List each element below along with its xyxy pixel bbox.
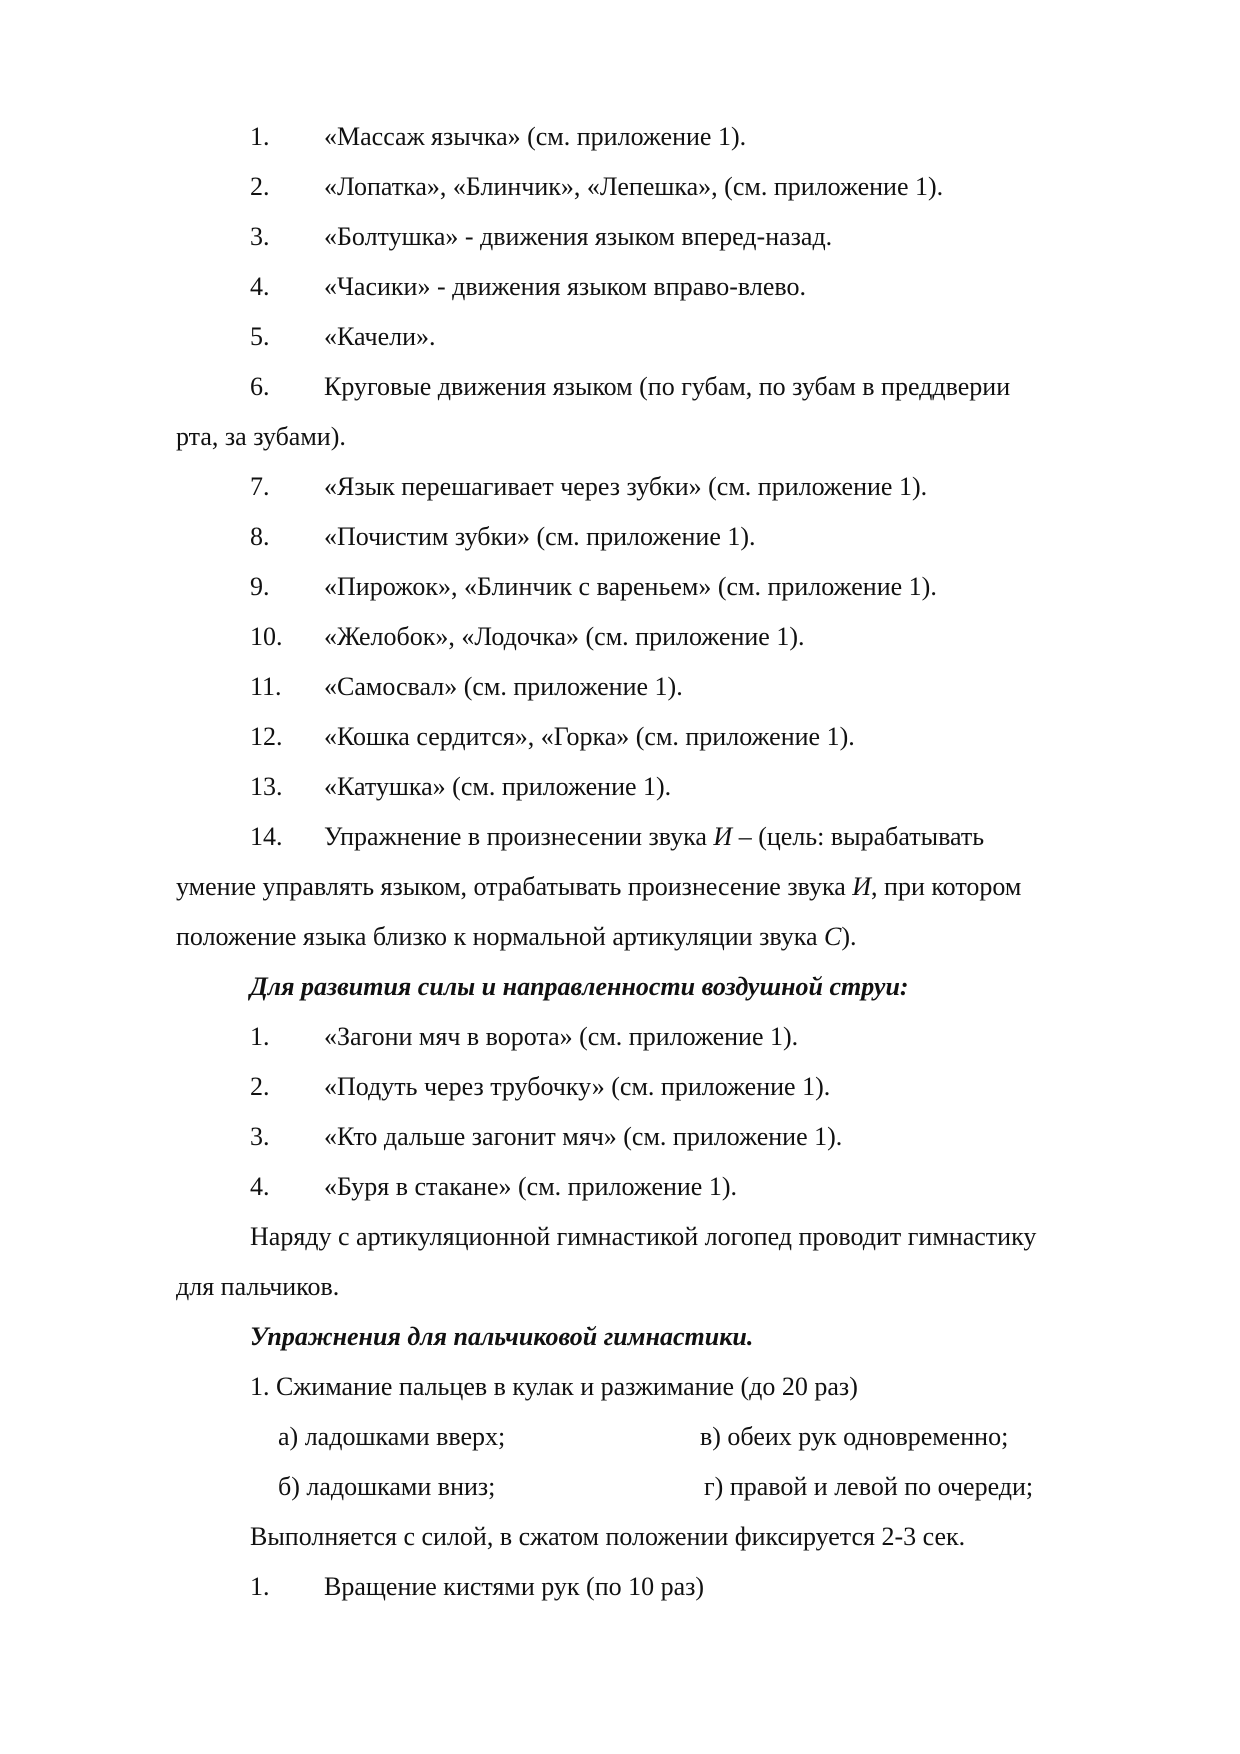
list-item-text: «Кошка сердится», «Горка» (см. приложение 1).	[324, 722, 855, 751]
list-item-text: «Массаж язычка» (см. приложение 1).	[324, 122, 747, 151]
list-item-text: «Часики» - движения языком вправо-влево.	[324, 272, 806, 301]
list-item-text: Вращение кистями рук (по 10 раз)	[324, 1572, 705, 1601]
list-number: 13.	[250, 772, 283, 801]
list-number: 5.	[250, 322, 270, 351]
list-item-text: Круговые движения языком (по губам, по зубам в преддверии	[324, 372, 1011, 401]
list-number: 1.	[250, 1022, 270, 1051]
list-number: 3.	[250, 222, 270, 251]
list-number: 1.	[250, 1572, 270, 1601]
list-item-text: «Пирожок», «Блинчик с вареньем» (см. приложение 1).	[324, 572, 937, 601]
section-heading-air: Для развития силы и направленности воздушной струи:	[250, 972, 909, 1001]
list-item-text: «Язык перешагивает через зубки» (см. приложение 1).	[324, 472, 928, 501]
paragraph-line: для пальчиков.	[176, 1272, 340, 1301]
list-number: 12.	[250, 722, 283, 751]
item14-line2: умение управлять языком, отрабатывать произнесение звука И, при котором	[176, 872, 1022, 901]
list-number: 7.	[250, 472, 270, 501]
exercise-option: в) обеих рук одновременно;	[700, 1422, 1009, 1451]
list-number: 1.	[250, 122, 270, 151]
exercise-option: г) правой и левой по очереди;	[704, 1472, 1034, 1501]
list-item-text: «Лопатка», «Блинчик», «Лепешка», (см. приложение 1).	[324, 172, 944, 201]
list-item-text: «Кто дальше загонит мяч» (см. приложение 1).	[324, 1122, 843, 1151]
list-number: 2.	[250, 172, 270, 201]
list-number: 9.	[250, 572, 270, 601]
section-heading-fingers: Упражнения для пальчиковой гимнастики.	[250, 1322, 754, 1351]
list-number: 3.	[250, 1122, 270, 1151]
list-number: 4.	[250, 1172, 270, 1201]
list-item-text: «Болтушка» - движения языком вперед-назад.	[324, 222, 833, 251]
list-number: 4.	[250, 272, 270, 301]
list-number: 8.	[250, 522, 270, 551]
item14-line3: положение языка близко к нормальной артикуляции звука С).	[176, 922, 857, 951]
list-number: 6.	[250, 372, 270, 401]
exercise-option: б) ладошками вниз;	[278, 1472, 496, 1501]
list-item-continuation: рта, за зубами).	[176, 422, 346, 451]
exercise-note: Выполняется с силой, в сжатом положении фиксируется 2-3 сек.	[250, 1522, 966, 1551]
list-number: 14.	[250, 822, 283, 851]
list-item-text: «Почистим зубки» (см. приложение 1).	[324, 522, 756, 551]
list-item-text: «Буря в стакане» (см. приложение 1).	[324, 1172, 738, 1201]
exercise-option: а) ладошками вверх;	[278, 1422, 506, 1451]
list-item-text: «Катушка» (см. приложение 1).	[324, 772, 672, 801]
list-item-text: «Загони мяч в ворота» (см. приложение 1).	[324, 1022, 799, 1051]
exercise-line: 1. Сжимание пальцев в кулак и разжимание (до 20 раз)	[250, 1372, 858, 1401]
list-number: 11.	[250, 672, 282, 701]
list-number: 10.	[250, 622, 283, 651]
list-item-text: «Качели».	[324, 322, 436, 351]
list-number: 2.	[250, 1072, 270, 1101]
paragraph-line: Наряду с артикуляционной гимнастикой логопед проводит гимнастику	[250, 1222, 1037, 1251]
list-item-text: «Желобок», «Лодочка» (см. приложение 1).	[324, 622, 805, 651]
list-item-text: «Подуть через трубочку» (см. приложение 1).	[324, 1072, 831, 1101]
list-item-text: «Самосвал» (см. приложение 1).	[324, 672, 683, 701]
item14-line1: Упражнение в произнесении звука И – (цель: вырабатывать	[324, 822, 985, 851]
